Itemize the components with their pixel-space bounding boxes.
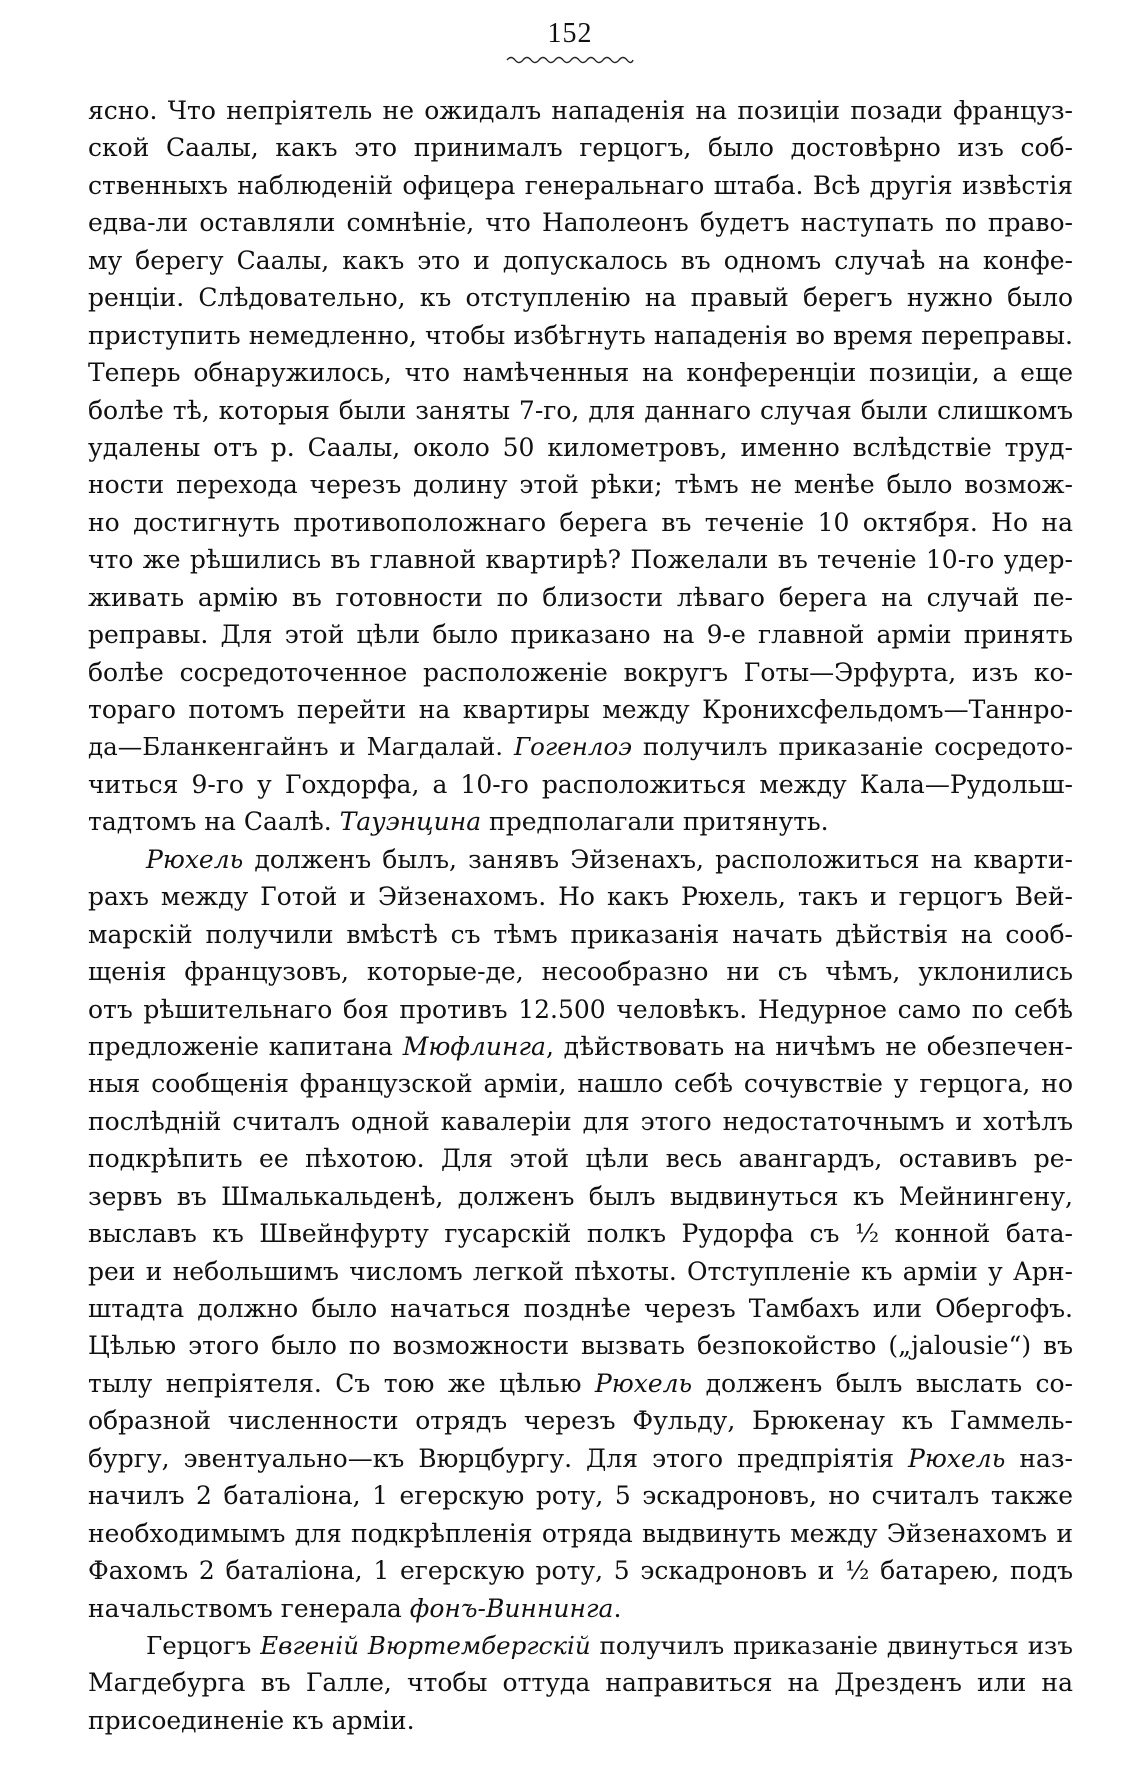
text-line: зервъ въ Шмалькальденѣ, долженъ былъ выдвинуться къ Мейнингену, xyxy=(88,1181,1073,1211)
person-name: Рюхель xyxy=(908,1443,1006,1473)
text-line: му берегу Саалы, какъ это и допускалось въ одномъ случаѣ на конфе- xyxy=(88,245,1073,275)
text-run: Герцогъ xyxy=(146,1630,261,1660)
text-line: удалены отъ р. Саалы, около 50 километровъ, именно вслѣдствіе труд- xyxy=(88,432,1073,462)
text-run: да—Бланкенгайнъ и Магдалай. xyxy=(88,732,514,762)
page-number-flourish xyxy=(505,54,635,66)
text-run: долженъ былъ выслать со- xyxy=(692,1368,1073,1398)
text-line: образной численности отрядъ черезъ Фульду, Брюкенау къ Гаммель- xyxy=(88,1406,1073,1436)
text-line: Фахомъ 2 баталіона, 1 егерскую роту, 5 эскадроновъ и ½ батарею, подъ xyxy=(88,1556,1073,1586)
text-run: , дѣйствовать на ничѣмъ не обезпечен- xyxy=(545,1031,1073,1061)
text-run: предполагали притянуть. xyxy=(481,807,829,837)
text-line xyxy=(88,1627,1073,1664)
text-line: послѣдній считалъ одной кавалеріи для этого недостаточнымъ и хотѣлъ xyxy=(88,1106,1073,1136)
text-line: ныя сообщенія французской арміи, нашло себѣ сочувствіе у герцога, но xyxy=(88,1069,1073,1099)
text-run: . xyxy=(613,1593,622,1623)
text-line: приступить немедленно, чтобы избѣгнуть нападенія во время переправы. xyxy=(88,320,1073,350)
text-run: бургу, эвентуально—къ Вюрцбургу. Для этого предпріятія xyxy=(88,1443,909,1473)
text-line: ясно. Что непріятель не ожидалъ нападенія на позиціи позади француз- xyxy=(88,96,1073,125)
text-line: Цѣлью этого было по возможности вызвать безпокойство („jalousie“) въ xyxy=(88,1331,1073,1361)
text-run: наз- xyxy=(1005,1443,1073,1473)
text-line: реи и небольшимъ числомъ легкой пѣхоты. Отступленіе къ арміи у Арн- xyxy=(88,1256,1073,1286)
text-line: что же рѣшились въ главной квартирѣ? Пожелали въ теченіе 10-го удер- xyxy=(88,545,1073,575)
text-line: реправы. Для этой цѣли было приказано на 9-е главной арміи принять xyxy=(88,620,1073,650)
person-name: Тауэнцина xyxy=(339,807,482,837)
text-line: щенія французовъ, которые-де, несообразно ни съ чѣмъ, уклонились xyxy=(88,957,1073,987)
text-line xyxy=(88,728,1073,765)
person-name: Рюхель xyxy=(594,1368,693,1398)
text-run: тылу непріятеля. Съ тою же цѣлью xyxy=(88,1368,595,1398)
text-line: подкрѣпить ее пѣхотою. Для этой цѣли весь авангардъ, оставивъ ре- xyxy=(88,1144,1073,1174)
text-line: рахъ между Готой и Эйзенахомъ. Но какъ Рюхель, такъ и герцогъ Вей- xyxy=(88,882,1073,912)
text-line xyxy=(88,1590,1073,1627)
text-line: необходимымъ для подкрѣпленія отряда выдвинуть между Эйзенахомъ и xyxy=(88,1518,1073,1548)
text-line: ности перехода черезъ долину этой рѣки; тѣмъ не менѣе было возмож- xyxy=(88,470,1073,500)
text-line: живать армію въ готовности по близости лѣваго берега на случай пе- xyxy=(88,582,1073,612)
text-line xyxy=(88,1440,1073,1477)
text-line: ственныхъ наблюденій офицера генеральнаго штаба. Всѣ другія извѣстія xyxy=(88,170,1073,200)
text-line: Магдебурга въ Галле, чтобы оттуда направиться на Дрезденъ или на xyxy=(88,1668,1073,1698)
person-name: Рюхель xyxy=(146,844,244,874)
text-run: тадтомъ на Саалѣ. xyxy=(88,807,340,837)
text-line: ской Саалы, какъ это принималъ герцогъ, было достовѣрно изъ соб- xyxy=(88,133,1073,163)
text-run: предложеніе капитана xyxy=(88,1031,403,1061)
text-line: тораго потомъ перейти на квартиры между Кронихсфельдомъ—Таннро- xyxy=(88,695,1073,724)
text-line xyxy=(88,1365,1073,1402)
text-line: отъ рѣшительнаго боя противъ 12.500 человѣкъ. Недурное само по себѣ xyxy=(88,994,1073,1024)
text-line: болѣе сосредоточенное расположеніе вокругъ Готы—Эрфурта, изъ ко- xyxy=(88,657,1073,687)
text-line: читься 9-го у Гохдорфа, а 10-го расположиться между Кала—Рудольш- xyxy=(88,769,1073,799)
text-run: долженъ былъ, занявъ Эйзенахъ, расположиться на кварти- xyxy=(243,844,1073,874)
text-line: но достигнуть противоположнаго берега въ теченіе 10 октября. Но на xyxy=(88,507,1073,537)
page-number: 152 xyxy=(547,18,593,49)
text-line: Теперь обнаружилось, что намѣченныя на конференціи позиціи, а еще xyxy=(88,358,1073,388)
text-line: штадта должно было начаться позднѣе черезъ Тамбахъ или Обергофъ. xyxy=(88,1294,1073,1323)
text-run: получилъ приказаніе двинуться изъ xyxy=(590,1630,1073,1660)
text-run: получилъ приказаніе сосредото- xyxy=(632,732,1073,762)
text-line xyxy=(88,1028,1073,1065)
text-line: марскій получили вмѣстѣ съ тѣмъ приказанія начать дѣйствія на сооб- xyxy=(88,919,1073,949)
person-name: Гогенлоэ xyxy=(513,732,632,762)
text-run: начальствомъ генерала xyxy=(88,1593,410,1623)
person-name: фонъ-Виннинга xyxy=(409,1593,614,1623)
text-line: начилъ 2 баталіона, 1 егерскую роту, 5 эскадроновъ, но считалъ также xyxy=(88,1481,1073,1511)
text-line: присоединеніе къ арміи. xyxy=(88,1705,415,1735)
body-text xyxy=(88,92,1073,1739)
text-line xyxy=(88,841,1073,878)
text-line xyxy=(88,803,1073,840)
text-line: болѣе тѣ, которыя были заняты 7-го, для даннаго случая были слишкомъ xyxy=(88,395,1073,425)
text-line: ренціи. Слѣдовательно, къ отступленію на правый берегъ нужно было xyxy=(88,283,1073,313)
person-name: Евгеній Вюртембергскій xyxy=(260,1630,591,1660)
person-name: Мюфлинга xyxy=(402,1031,546,1061)
text-line: выславъ къ Швейнфурту гусарскій полкъ Рудорфа съ ½ конной бата- xyxy=(88,1219,1073,1249)
text-line: едва-ли оставляли сомнѣніе, что Наполеонъ будетъ наступать по право- xyxy=(88,208,1073,238)
